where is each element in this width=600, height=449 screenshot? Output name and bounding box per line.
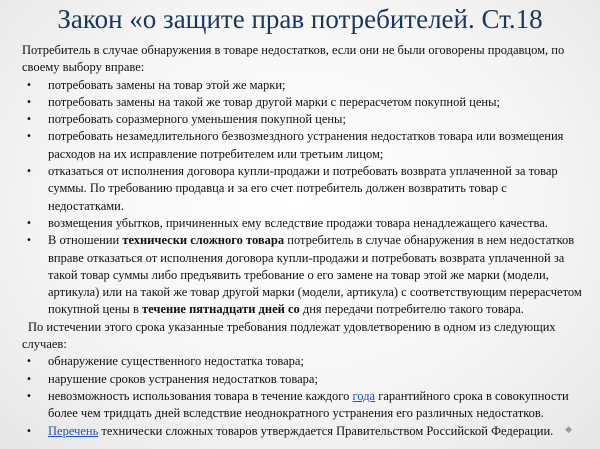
list-item-text: потребовать незамедлительного безвозмездного устранения недостатков товара или возмещения расходов на их исправление потребителем или третьим лицом; xyxy=(48,129,564,161)
list-item xyxy=(22,163,582,215)
list-item-last xyxy=(22,423,582,440)
case-item-text: нарушение сроков устранения недостатков товара; xyxy=(48,371,318,386)
list-item xyxy=(22,215,582,232)
technical-text-part: потребитель в случае обнаружения в нем недостатков вправе отказаться от исполнения договора купли-продажи и потребовать возврата уплаченной за такой товар суммы либо предъявить требование о его замене на товар этой же марки (модели, артикула) или на такой же товар другой марки (модели, артикула) с соответствующим перерасчетом покупной цены в xyxy=(48,233,582,317)
list-item-text: потребовать соразмерного уменьшения покупной цены; xyxy=(48,112,346,127)
list-link[interactable]: Перечень xyxy=(48,423,99,438)
list-item xyxy=(22,94,582,111)
bullet-icon: • xyxy=(26,96,32,108)
bullet-icon: • xyxy=(26,425,32,437)
bullet-icon: • xyxy=(26,79,32,91)
list-item-text: потребовать замены на такой же товар другой марки с перерасчетом покупной цены; xyxy=(48,94,500,109)
bullet-icon: • xyxy=(26,390,32,402)
fifteen-days-bold: течение пятнадцати дней со xyxy=(142,302,300,317)
list-item xyxy=(22,111,582,128)
technical-goods-bold: технически сложного товара xyxy=(122,233,285,248)
list-item xyxy=(22,77,582,94)
bullet-icon: • xyxy=(26,356,32,368)
bullet-icon: • xyxy=(26,166,32,178)
list-item-text: возмещения убытков, причиненных ему вследствие продажи товара ненадлежащего качества. xyxy=(48,215,548,230)
list-item-text: технически сложных товаров утверждается Правительством Российской Федерации. xyxy=(98,423,554,438)
bullet-icon: • xyxy=(26,114,32,126)
bullet-icon: • xyxy=(26,235,32,247)
slide-title: Закон «о защите прав потребителей. Ст.18 xyxy=(57,4,543,34)
intro-paragraph: Потребитель в случае обнаружения в товаре недостатков, если они не были оговорены продавцом, по своему выбору вправе: xyxy=(22,43,565,75)
slide-body xyxy=(22,42,582,440)
after-term-paragraph: По истечении этого срока указанные требования подлежат удовлетворению в одном из следующих случаев: xyxy=(22,319,556,352)
bullet-icon: • xyxy=(26,373,32,385)
bullet-icon: • xyxy=(26,217,32,229)
list-item xyxy=(22,128,582,163)
technical-text-part: В отношении xyxy=(48,233,123,248)
technical-goods-item xyxy=(22,232,582,318)
case-item xyxy=(22,353,582,370)
case-item xyxy=(22,371,582,388)
bullet-icon: • xyxy=(26,131,32,143)
case-item xyxy=(22,388,582,423)
list-item-text: потребовать замены на товар этой же марки; xyxy=(48,77,286,92)
technical-text-part: дня передачи потребителю такого товара. xyxy=(299,302,524,317)
year-link[interactable]: года xyxy=(352,388,376,403)
case-item-text: обнаружение существенного недостатка товара; xyxy=(48,354,304,369)
list-item-text: отказаться от исполнения договора купли-продажи и потребовать возврата уплаченной за товар суммы. По требованию продавца и за его счет потребитель должен возвратить товар с недостатками. xyxy=(48,164,558,213)
case-item-text: гарантийного срока в совокупности более чем тридцать дней вследствие неоднократного устранения его различных недостатков. xyxy=(48,388,569,421)
slide-corner-mark-icon: ◆ xyxy=(565,425,572,435)
case-item-text: невозможность использования товара в течение каждого xyxy=(48,388,353,403)
